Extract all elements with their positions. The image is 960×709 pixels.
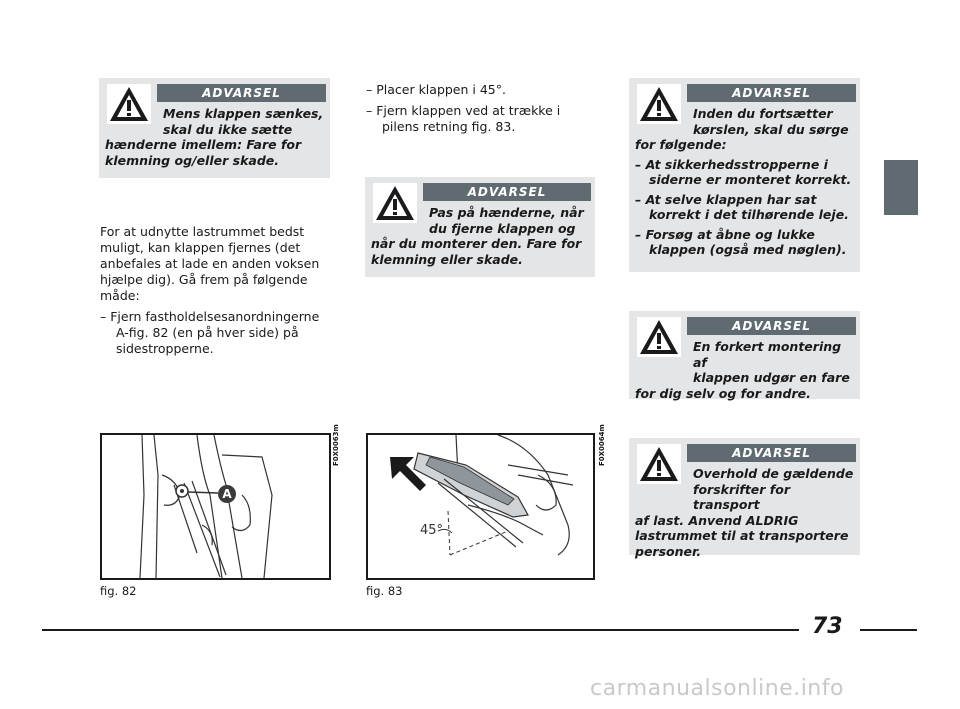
warning-box [629,78,860,272]
warning-label: ADVARSEL [687,444,856,462]
warning-text: forskrifter for transport [693,481,790,512]
warning-list-item: – At selve klappen har sat korrekt i det tilhørende leje. [635,191,849,222]
warning-text: personer. [635,543,702,559]
warning-text: for følgende: [635,137,727,152]
warning-label: ADVARSEL [423,183,591,201]
warning-text: skal du ikke sætte [163,121,293,137]
figure-caption: fig. 83 [366,584,403,598]
warning-text: hænderne imellem: Fare for [105,137,302,152]
warning-label: ADVARSEL [157,84,326,102]
door-strap-illustration [102,435,329,578]
warning-label: ADVARSEL [687,84,856,102]
warning-text: Overhold de gældende [693,466,854,481]
figure-83 [366,433,595,580]
page-number: 73 [812,614,843,639]
warning-text: Inden du fortsætter [693,106,833,121]
warning-box [99,78,330,178]
warning-text: klemning eller skade. [371,251,523,267]
figure-82 [100,433,331,580]
warning-text: Mens klappen sænkes, [163,106,324,121]
warning-label: ADVARSEL [687,317,856,335]
figure-code: F0X0063m [332,424,340,466]
warning-text: lastrummet til at transportere [635,528,849,543]
callout-A: A [218,485,236,503]
figure-caption: fig. 82 [100,584,137,598]
warning-text: når du monterer den. Fare for [371,236,582,251]
footer-rule-right [860,629,917,631]
warning-text: klappen udgør en fare [693,370,850,385]
warning-box [365,177,595,277]
figure-code: F0X0064m [598,424,606,466]
warning-box [629,311,860,399]
section-tab [884,160,918,215]
step-position-45: – Placer klappen i 45°. [366,82,506,97]
warning-text: du fjerne klappen og [429,220,576,236]
footer-rule-left [42,629,799,631]
intro-paragraph: For at udnytte lastrummet bedst muligt, kan klappen fjernes (det anbefales at lade en anden voksen hjælpe dig). Gå frem på følgende måde: [100,224,320,303]
watermark: carmanualsonline.info [590,676,844,701]
cargo-flap-illustration [368,435,593,578]
warning-text: klemning og/eller skade. [105,152,279,168]
warning-box [629,438,860,559]
angle-label: 45° [420,523,444,538]
warning-text: af last. Anvend ALDRIG [635,512,799,528]
warning-text: kørslen, skal du sørge [693,121,849,137]
step-remove-fasteners: – Fjern fastholdelsesanordningerne A-fig. 82 (en på hver side) på sidestropperne. [100,309,320,356]
warning-text: for dig selv og for andre. [635,385,811,401]
warning-text: En forkert montering af [693,339,842,370]
warning-list-item: – Forsøg at åbne og lukke klappen (også med nøglen). [635,226,847,257]
step-remove-flap: – Fjern klappen ved at trække i pilens retning fig. 83. [366,103,561,134]
warning-list-item: – At sikkerhedsstropperne i siderne er monteret korrekt. [635,156,852,187]
warning-text: Pas på hænderne, når [429,205,584,220]
